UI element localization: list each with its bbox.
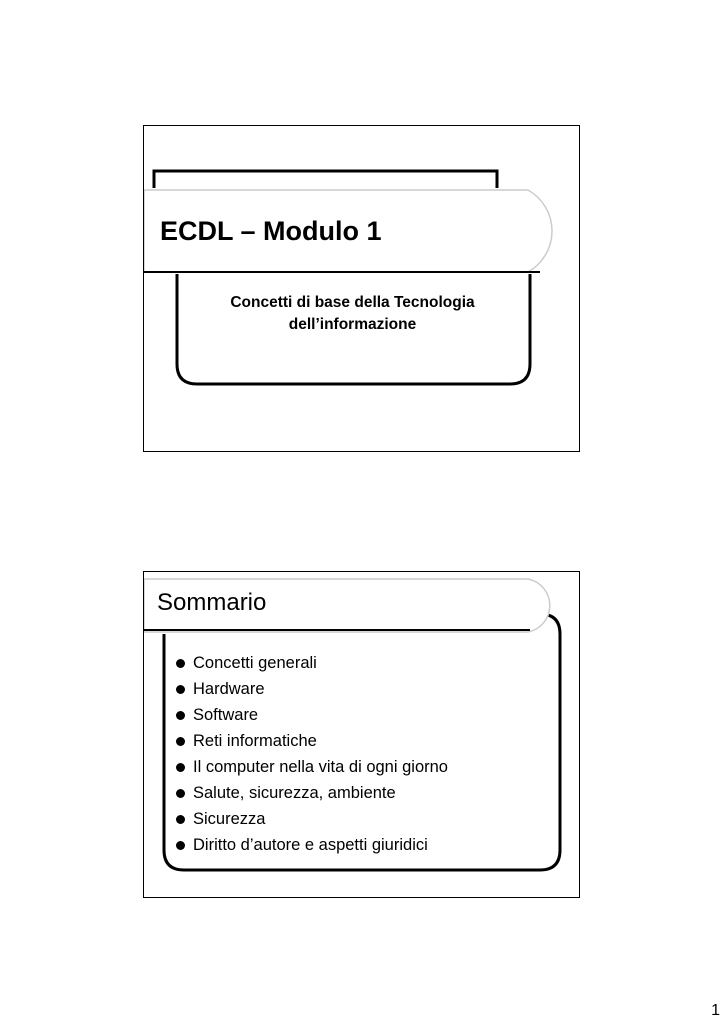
list-item: Diritto d’autore e aspetti giuridici xyxy=(176,832,448,858)
list-item: Hardware xyxy=(176,676,448,702)
subtitle-line-2: dell’informazione xyxy=(288,316,417,333)
subtitle-line-1: Concetti di base della Tecnologia xyxy=(230,294,475,311)
slide1-decoration xyxy=(144,126,580,452)
slide1-title: ECDL – Modulo 1 xyxy=(160,216,382,246)
summary-list xyxy=(176,650,448,858)
bullet-icon xyxy=(176,789,185,798)
list-item: Salute, sicurezza, ambiente xyxy=(176,780,448,806)
list-item: Software xyxy=(176,702,448,728)
bullet-icon xyxy=(176,815,185,824)
slide-title xyxy=(143,125,580,452)
slide1-subtitle xyxy=(184,292,521,336)
list-item: Il computer nella vita di ogni giorno xyxy=(176,754,448,780)
slide-sommario xyxy=(143,571,580,898)
list-item: Reti informatiche xyxy=(176,728,448,754)
bullet-icon xyxy=(176,659,185,668)
bullet-icon xyxy=(176,763,185,772)
bullet-icon xyxy=(176,841,185,850)
bullet-icon xyxy=(176,711,185,720)
slide2-title: Sommario xyxy=(157,589,267,616)
bullet-icon xyxy=(176,737,185,746)
page-number: 1 xyxy=(711,1002,720,1019)
bullet-icon xyxy=(176,685,185,694)
list-item: Sicurezza xyxy=(176,806,448,832)
list-item: Concetti generali xyxy=(176,650,448,676)
